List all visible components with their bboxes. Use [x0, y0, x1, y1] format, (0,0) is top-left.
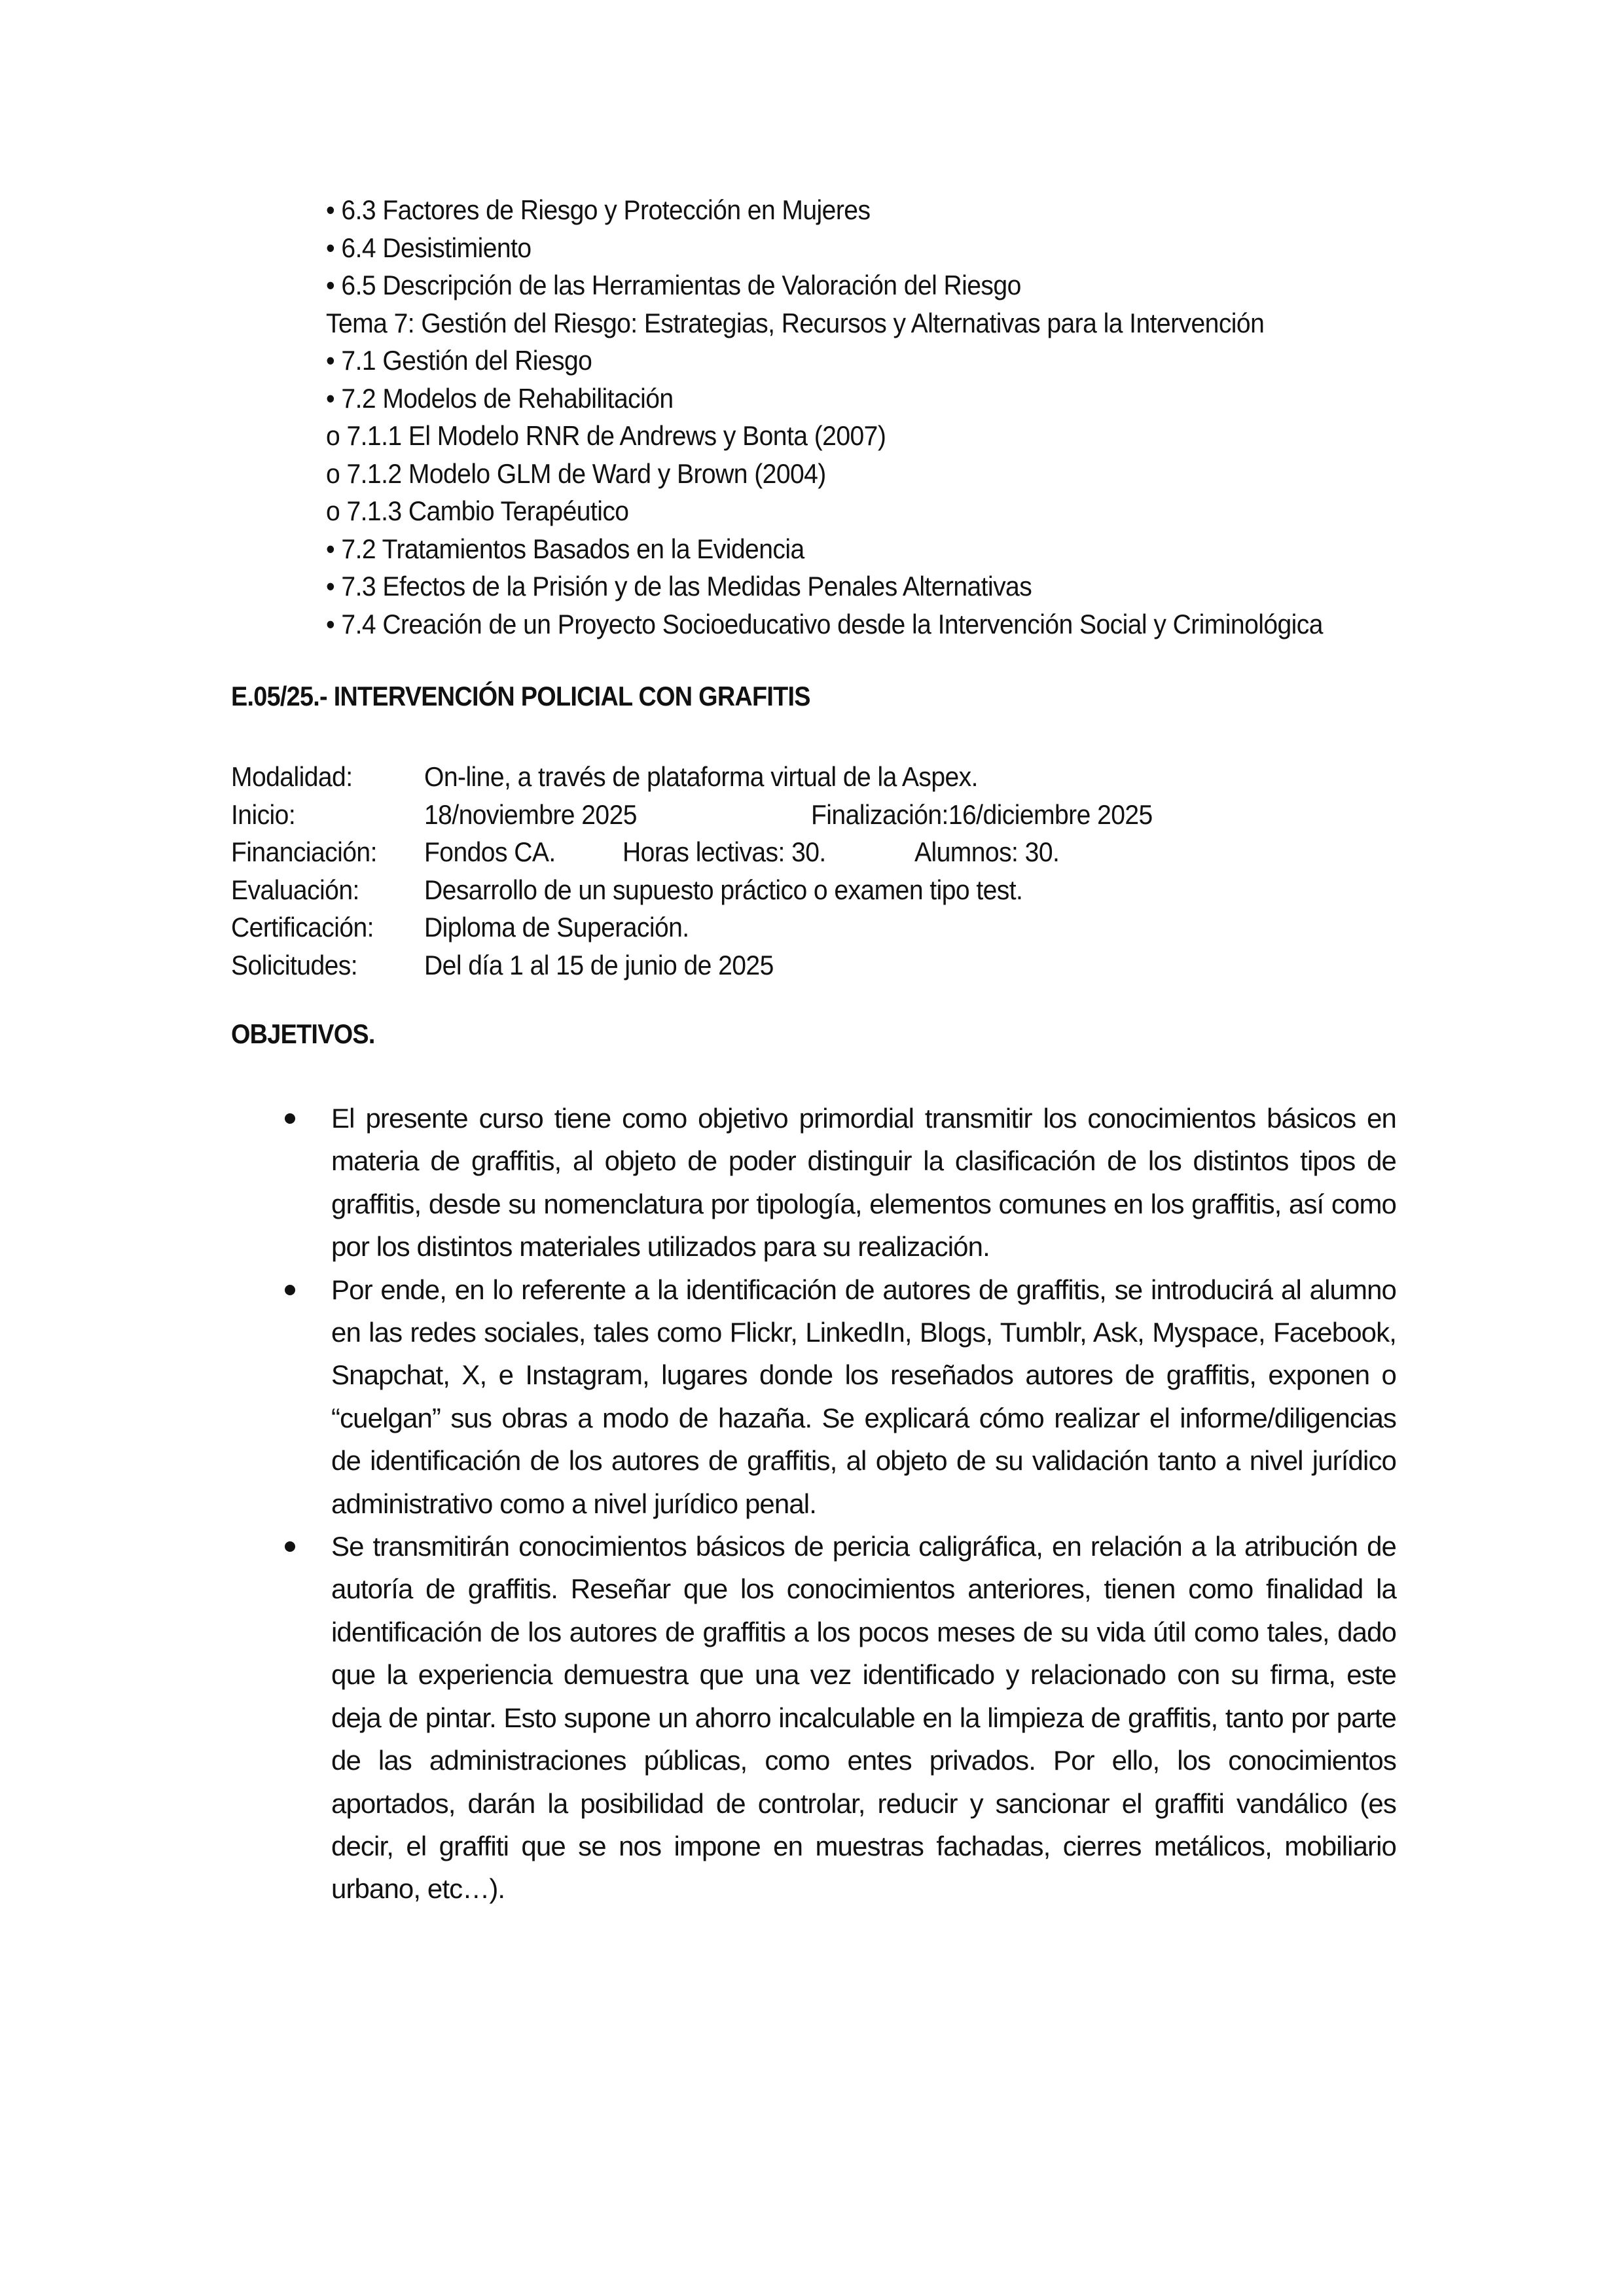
modalidad-label: Modalidad:: [231, 761, 353, 792]
certificacion-value: Diploma de Superación.: [424, 912, 689, 942]
syllabus-topic-heading: Tema 7: Gestión del Riesgo: Estrategias, Recursos y Alternativas para la Intervención: [326, 307, 1265, 338]
certificacion-label: Certificación:: [231, 912, 374, 942]
objectives-list: [231, 1097, 1396, 1910]
syllabus-subitem: o 7.1.3 Cambio Terapéutico: [326, 495, 629, 526]
syllabus-item: • 6.4 Desistimiento: [326, 232, 532, 263]
modalidad-row: [231, 758, 1475, 796]
syllabus-item: • 7.1 Gestión del Riesgo: [326, 345, 592, 376]
syllabus-subitem: o 7.1.1 El Modelo RNR de Andrews y Bonta (2007): [326, 420, 886, 451]
syllabus-item: • 6.3 Factores de Riesgo y Protección en Mujeres: [326, 194, 871, 225]
bullet-icon: [285, 1285, 295, 1295]
bullet-icon: [285, 1113, 295, 1124]
evaluacion-row: [231, 871, 1475, 909]
modalidad-value: On-line, a través de plataforma virtual de la Aspex.: [424, 761, 978, 792]
financiacion-label: Financiación:: [231, 836, 377, 867]
horas-lectivas: Horas lectivas: 30.: [623, 836, 826, 867]
syllabus-subitem: o 7.1.2 Modelo GLM de Ward y Brown (2004): [326, 457, 826, 489]
solicitudes-row: [231, 946, 1475, 984]
inicio-label: Inicio:: [231, 798, 296, 830]
objective-text: Por ende, en lo referente a la identificación de autores de graffitis, se introducirá al alumno en las redes sociales, tales como Flickr, LinkedIn, Blogs, Tumblr, Ask, Myspace, Facebook, Snapchat, X, e Instagram, lugares donde los reseñados autores de graffitis, exponen o “cuelgan” sus obras a modo de hazaña. Se explicará cómo realizar el informe/diligencias de identificación de los autores de graffitis, al objeto de su validación tanto a nivel jurídico administrativo como a nivel jurídico penal.: [331, 1274, 1396, 1519]
bullet-icon: [285, 1541, 295, 1552]
course-title: E.05/25.- INTERVENCIÓN POLICIAL CON GRAFITIS: [231, 681, 810, 711]
solicitudes-label: Solicitudes:: [231, 949, 358, 980]
objective-text: El presente curso tiene como objetivo primordial transmitir los conocimientos básicos en materia de graffitis, al objeto de poder distinguir la clasificación de los distintos tipos de graffitis, desde su nomenclatura por tipología, elementos comunes en los graffitis, así como por los distintos materiales utilizados para su realización.: [331, 1103, 1396, 1263]
syllabus-item: • 7.4 Creación de un Proyecto Socioeducativo desde la Intervención Social y Criminológica: [326, 608, 1323, 639]
syllabus-item: • 7.3 Efectos de la Prisión y de las Medidas Penales Alternativas: [326, 571, 1032, 601]
evaluacion-label: Evaluación:: [231, 874, 359, 905]
solicitudes-value: Del día 1 al 15 de junio de 2025: [424, 949, 774, 980]
objective-item: [231, 1525, 1396, 1910]
alumnos: Alumnos: 30.: [914, 836, 1060, 867]
financiacion-value: Fondos CA.: [424, 836, 556, 867]
objective-item: [231, 1097, 1396, 1268]
inicio-row: [231, 796, 1475, 834]
financiacion-row: [231, 833, 1475, 871]
syllabus-item: • 7.2 Tratamientos Basados en la Evidencia: [326, 533, 804, 564]
certificacion-row: [231, 908, 1475, 946]
course-details: [231, 758, 1475, 984]
evaluacion-value: Desarrollo de un supuesto práctico o examen tipo test.: [424, 874, 1023, 905]
objective-text: Se transmitirán conocimientos básicos de pericia caligráfica, en relación a la atribución de autoría de graffitis. Reseñar que los conocimientos anteriores, tienen como finalidad la identificación de los autores de graffitis a los pocos meses de su vida útil como tales, dado que la experiencia demuestra que una vez identificado y relacionado con su firma, este deja de pintar. Esto supone un ahorro incalculable en la limpieza de graffitis, tanto por parte de las administraciones públicas, como entes privados. Por ello, los conocimientos aportados, darán la posibilidad de controlar, reducir y sancionar el graffiti vandálico (es decir, el graffiti que se nos impone en muestras fachadas, cierres metálicos, mobiliario urbano, etc…).: [331, 1531, 1396, 1905]
inicio-value: 18/noviembre 2025: [424, 798, 637, 830]
objectives-heading: OBJETIVOS.: [231, 1018, 375, 1049]
syllabus-item: • 7.2 Modelos de Rehabilitación: [326, 382, 674, 414]
syllabus-item: • 6.5 Descripción de las Herramientas de Valoración del Riesgo: [326, 270, 1021, 300]
objective-item: [231, 1268, 1396, 1525]
finalizacion-value: Finalización:16/diciembre 2025: [811, 798, 1153, 830]
syllabus-list: [326, 191, 1398, 643]
